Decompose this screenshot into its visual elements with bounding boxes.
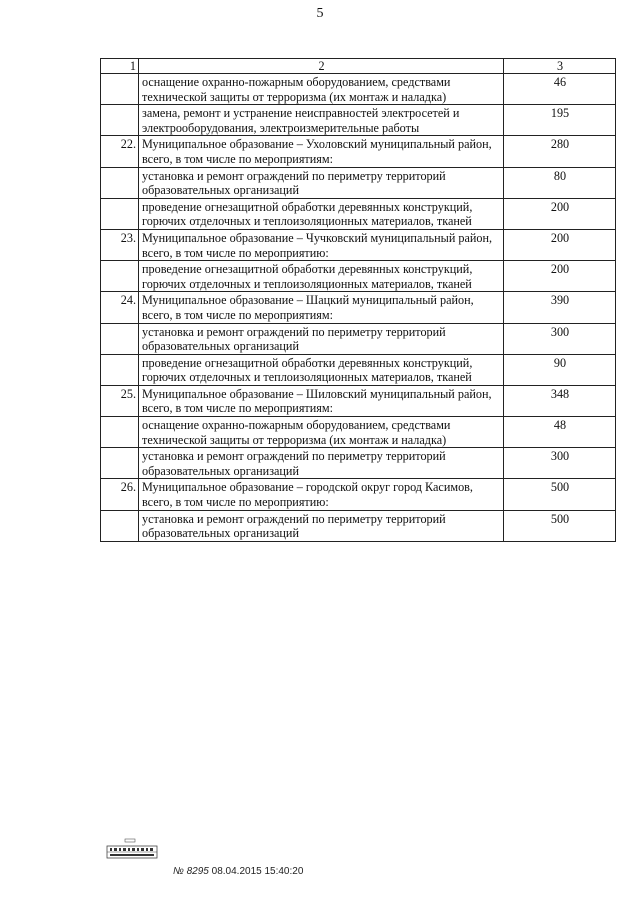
- row-description: установка и ремонт ограждений по периметру территорий образовательных организаций: [139, 510, 504, 541]
- row-amount: 390: [504, 292, 616, 323]
- row-description: проведение огнезащитной обработки деревянных конструкций, горючих отделочных и теплоизоляционных материалов, тканей: [139, 354, 504, 385]
- table-row: [101, 448, 616, 479]
- row-number: [101, 167, 139, 198]
- row-description: проведение огнезащитной обработки деревянных конструкций, горючих отделочных и теплоизоляционных материалов, тканей: [139, 261, 504, 292]
- row-amount: 200: [504, 261, 616, 292]
- row-amount: 48: [504, 417, 616, 448]
- document-registration-mark: [173, 866, 303, 877]
- table-row: [101, 479, 616, 510]
- row-amount: 80: [504, 167, 616, 198]
- row-description: оснащение охранно-пожарным оборудованием, средствами технической защиты от терроризма (их монтаж и наладка): [139, 74, 504, 105]
- doc-number: № 8295: [173, 866, 209, 877]
- row-amount: 500: [504, 510, 616, 541]
- row-amount: 200: [504, 198, 616, 229]
- table-row: [101, 385, 616, 416]
- row-number: [101, 448, 139, 479]
- header-col-1: 1: [101, 59, 139, 74]
- table-row: [101, 354, 616, 385]
- row-number: 26.: [101, 479, 139, 510]
- table-row: [101, 105, 616, 136]
- row-description: установка и ремонт ограждений по периметру территорий образовательных организаций: [139, 448, 504, 479]
- row-description: Муниципальное образование – городской округ город Касимов, всего, в том числе по мероприятию:: [139, 479, 504, 510]
- row-amount: 46: [504, 74, 616, 105]
- row-description: Муниципальное образование – Шиловский муниципальный район, всего, в том числе по мероприятиям:: [139, 385, 504, 416]
- stamp-icon: [101, 838, 161, 868]
- row-number: [101, 105, 139, 136]
- row-description: установка и ремонт ограждений по периметру территорий образовательных организаций: [139, 167, 504, 198]
- row-description: Муниципальное образование – Ухоловский муниципальный район, всего, в том числе по мероприятиям:: [139, 136, 504, 167]
- row-description: Муниципальное образование – Шацкий муниципальный район, всего, в том числе по мероприятиям:: [139, 292, 504, 323]
- table-row: [101, 417, 616, 448]
- page-number: 5: [316, 6, 324, 21]
- row-amount: 90: [504, 354, 616, 385]
- row-number: [101, 323, 139, 354]
- table-row: [101, 323, 616, 354]
- row-description: установка и ремонт ограждений по периметру территорий образовательных организаций: [139, 323, 504, 354]
- table-row: [101, 261, 616, 292]
- row-amount: 348: [504, 385, 616, 416]
- row-number: 25.: [101, 385, 139, 416]
- row-amount: 200: [504, 229, 616, 260]
- row-number: [101, 417, 139, 448]
- row-number: [101, 74, 139, 105]
- row-description: проведение огнезащитной обработки деревянных конструкций, горючих отделочных и теплоизоляционных материалов, тканей: [139, 198, 504, 229]
- row-amount: 280: [504, 136, 616, 167]
- table-row: [101, 74, 616, 105]
- row-description: Муниципальное образование – Чучковский муниципальный район, всего, в том числе по мероприятию:: [139, 229, 504, 260]
- header-col-3: 3: [504, 59, 616, 74]
- table-row: [101, 292, 616, 323]
- row-amount: 300: [504, 448, 616, 479]
- row-number: 22.: [101, 136, 139, 167]
- table-row: [101, 136, 616, 167]
- header-col-2: 2: [139, 59, 504, 74]
- table-header-row: [101, 59, 616, 74]
- row-description: оснащение охранно-пожарным оборудованием, средствами технической защиты от терроризма (их монтаж и наладка): [139, 417, 504, 448]
- row-number: 24.: [101, 292, 139, 323]
- table-body: [101, 74, 616, 542]
- table-row: [101, 510, 616, 541]
- table-row: [101, 229, 616, 260]
- data-table: [100, 58, 616, 542]
- row-amount: 300: [504, 323, 616, 354]
- row-amount: 195: [504, 105, 616, 136]
- row-amount: 500: [504, 479, 616, 510]
- doc-datetime: 08.04.2015 15:40:20: [211, 866, 304, 877]
- row-number: [101, 510, 139, 541]
- table-row: [101, 167, 616, 198]
- row-number: 23.: [101, 229, 139, 260]
- row-number: [101, 354, 139, 385]
- row-number: [101, 198, 139, 229]
- table-row: [101, 198, 616, 229]
- row-number: [101, 261, 139, 292]
- row-description: замена, ремонт и устранение неисправностей электросетей и электрооборудования, электроизмерительные работы: [139, 105, 504, 136]
- archive-stamp: [101, 838, 161, 878]
